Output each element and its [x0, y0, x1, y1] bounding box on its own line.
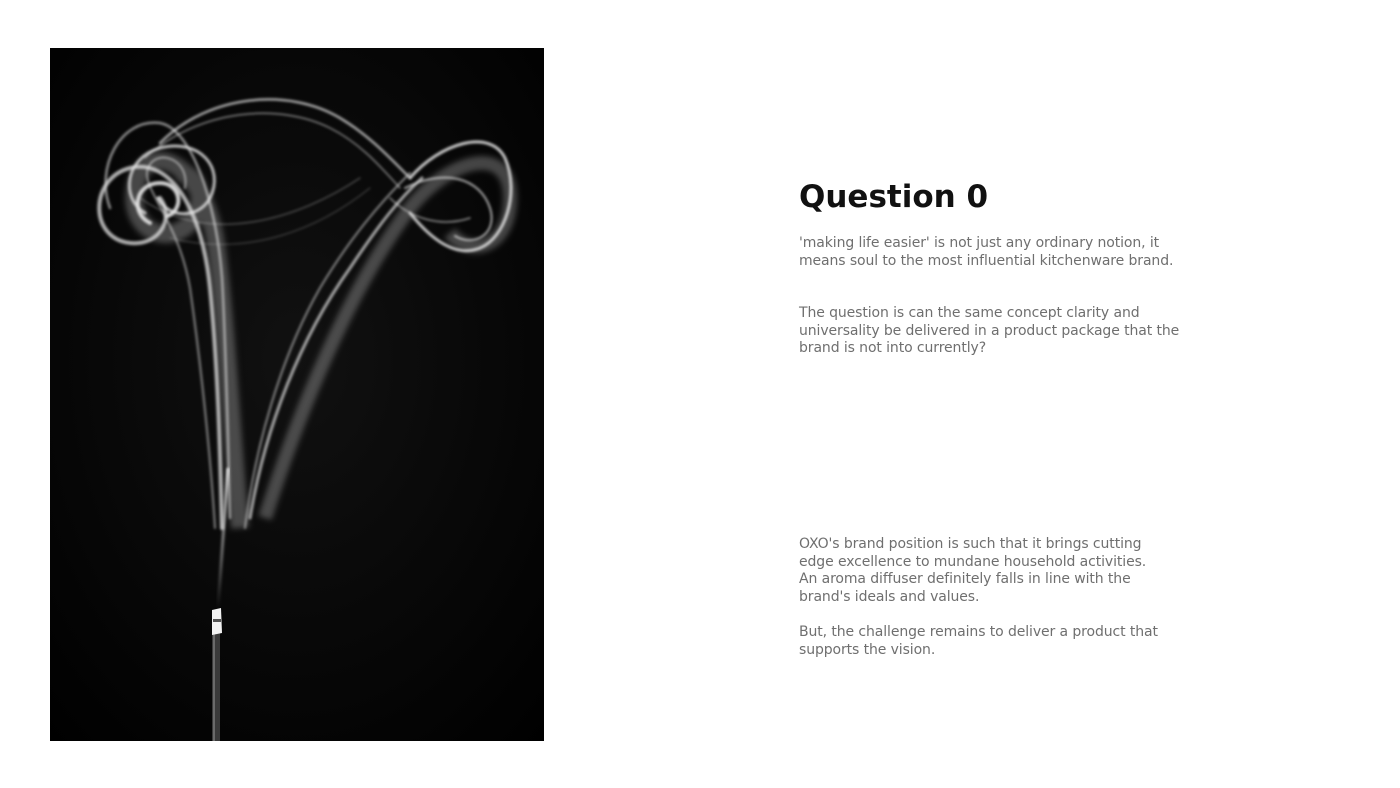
- text-line: The question is can the same concept clarity and: [799, 305, 1140, 321]
- intro-paragraph: [799, 235, 1199, 270]
- text-line: universality be delivered in a product package that the: [799, 322, 1180, 339]
- question-paragraph: [799, 305, 1199, 358]
- incense-smoke-photo: [50, 48, 544, 741]
- smoke-illustration: [50, 48, 544, 741]
- text-column: [799, 0, 1199, 788]
- text-line: edge excellence to mundane household activities.: [799, 553, 1147, 570]
- text-line: means soul to the most influential kitchenware brand.: [799, 252, 1174, 269]
- brand-position-paragraph: [799, 536, 1199, 606]
- page-title: Question 0: [799, 179, 989, 215]
- text-line: An aroma diffuser definitely falls in line with the: [799, 571, 1131, 587]
- text-line: But, the challenge remains to deliver a product that: [799, 624, 1158, 640]
- text-line: brand is not into currently?: [799, 340, 987, 356]
- text-line: 'making life easier' is not just any ordinary notion, it: [799, 235, 1160, 251]
- challenge-paragraph: [799, 624, 1199, 659]
- text-line: supports the vision.: [799, 641, 936, 658]
- text-line: OXO's brand position is such that it brings cutting: [799, 536, 1142, 552]
- text-line: brand's ideals and values.: [799, 588, 980, 605]
